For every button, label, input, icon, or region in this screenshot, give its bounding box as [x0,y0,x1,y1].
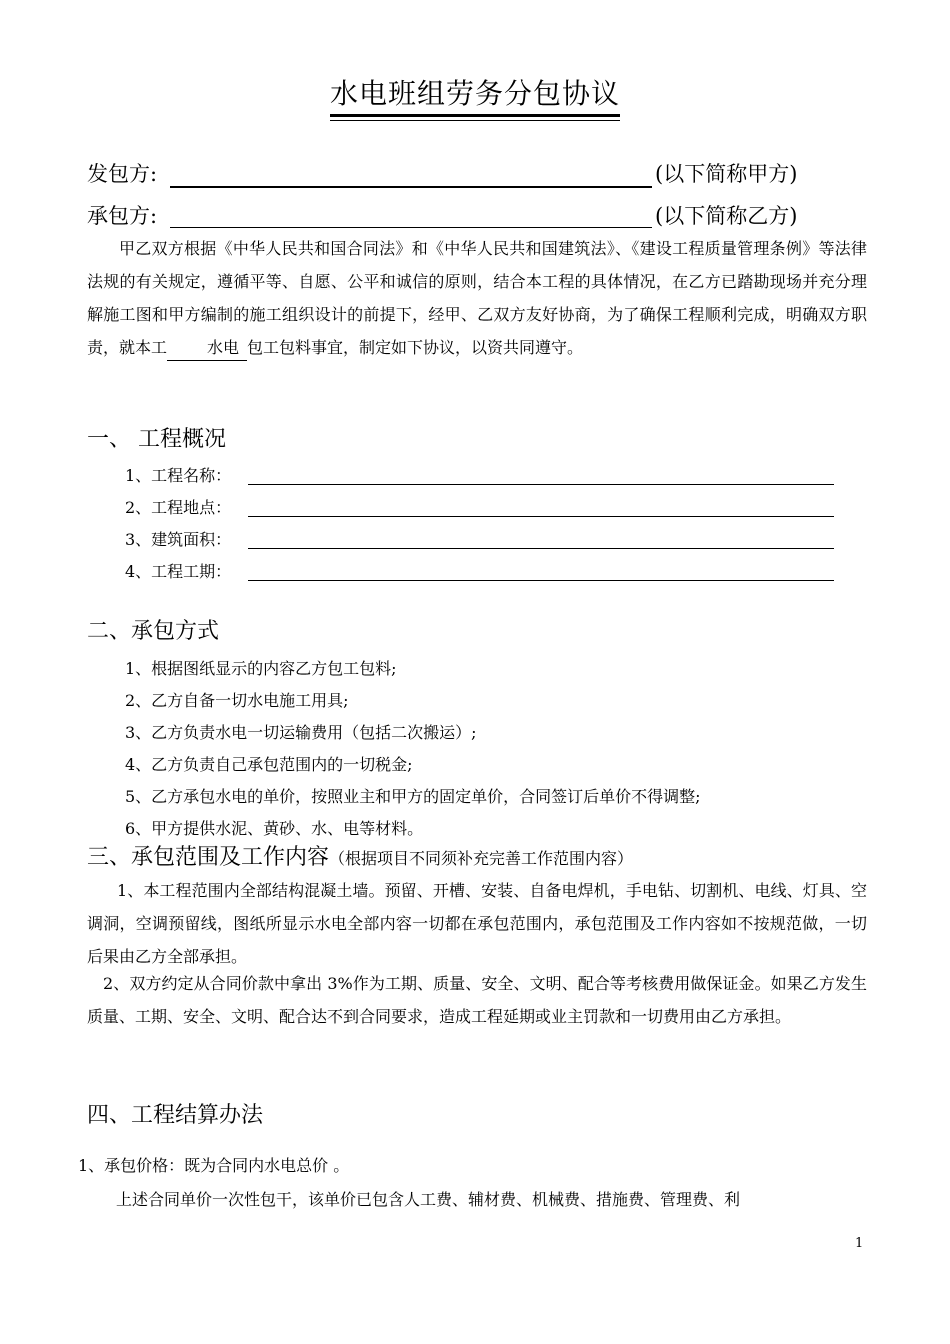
title-double-rule-bottom [330,120,620,121]
contract-method-item: 1、根据图纸显示的内容乙方包工包料; [125,659,397,678]
party-a-suffix: (以下简称甲方) [655,162,798,186]
section1-heading: 一、 工程概况 [87,427,226,452]
section4-heading: 四、工程结算办法 [87,1103,264,1128]
settlement-item-1: 1、承包价格：既为合同内水电总价 。 [78,1156,350,1175]
scope-paragraph-2-text: 2、双方约定从合同价款中拿出 3%作为工期、质量、安全、文明、配合等考核费用做保证金。如果乙方发生质量、工期、安全、文明、配合达不到合同要求，造成工程延期或业主罚款和一切费用由乙方承担。 [87,974,867,1026]
settlement-paragraph: 上述合同单价一次性包干，该单价已包含人工费、辅材费、机械费、措施费、管理费、利 [116,1190,741,1209]
scope-paragraph-1-text: 1、本工程范围内全部结构混凝土墙。预留、开槽、安装、自备电焊机，手电钻、切割机、电线、灯具、空调洞，空调预留线，图纸所显示水电全部内容一切都在承包范围内，承包范围及工作内容如不按规范做，一切后果由乙方全部承担。 [87,881,867,966]
section3-heading: 三、承包范围及工作内容 [87,845,330,870]
intro-text-part2: 包工包料事宜，制定如下协议，以资共同遵守。 [247,338,584,357]
title-double-rule-top [330,114,620,117]
scope-paragraph-1 [87,874,867,973]
project-location-label: 2、工程地点： [125,498,232,517]
section3-note: （根据项目不同须补充完善工作范围内容） [329,849,634,868]
contract-method-item: 2、乙方自备一切水电施工用具; [125,691,349,710]
project-name-label: 1、工程名称： [125,466,232,485]
party-a-label: 发包方: [87,162,158,186]
intro-fill-scope: 水电 [167,336,247,361]
contract-method-item: 4、乙方负责自己承包范围内的一切税金; [125,755,413,774]
construction-period-line[interactable] [248,580,834,581]
section3-heading-row [87,840,633,871]
construction-period-label: 4、工程工期： [125,562,232,581]
party-a-fill-line[interactable] [170,186,652,188]
contract-method-item: 5、乙方承包水电的单价，按照业主和甲方的固定单价，合同签订后单价不得调整; [125,787,701,806]
page-number: 1 [855,1236,864,1251]
scope-paragraph-2 [87,967,867,1033]
building-area-label: 3、建筑面积： [125,530,232,549]
project-location-line[interactable] [248,516,834,517]
section2-heading: 二、承包方式 [87,619,220,644]
project-name-line[interactable] [248,484,834,485]
party-b-suffix: (以下简称乙方) [655,204,798,228]
document-title: 水电班组劳务分包协议 [329,77,620,110]
party-b-fill-line[interactable] [170,227,652,228]
intro-text-part1: 甲乙双方根据《中华人民共和国合同法》和《中华人民共和国建筑法》、《建设工程质量管理条例》等法律法规的有关规定，遵循平等、自愿、公平和诚信的原则，结合本工程的具体情况，在乙方已踏勘现场并充分理解施工图和甲方编制的施工组织设计的前提下，经甲、乙双方友好协商，为了确保工程顺利完成，明确双方职责，就本工 [87,239,867,357]
contract-method-item: 6、甲方提供水泥、黄砂、水、电等材料。 [125,819,424,838]
intro-paragraph [87,232,867,364]
party-b-label: 承包方: [87,204,158,228]
contract-method-item: 3、乙方负责水电一切运输费用（包括二次搬运）; [125,723,477,742]
building-area-line[interactable] [248,548,834,549]
